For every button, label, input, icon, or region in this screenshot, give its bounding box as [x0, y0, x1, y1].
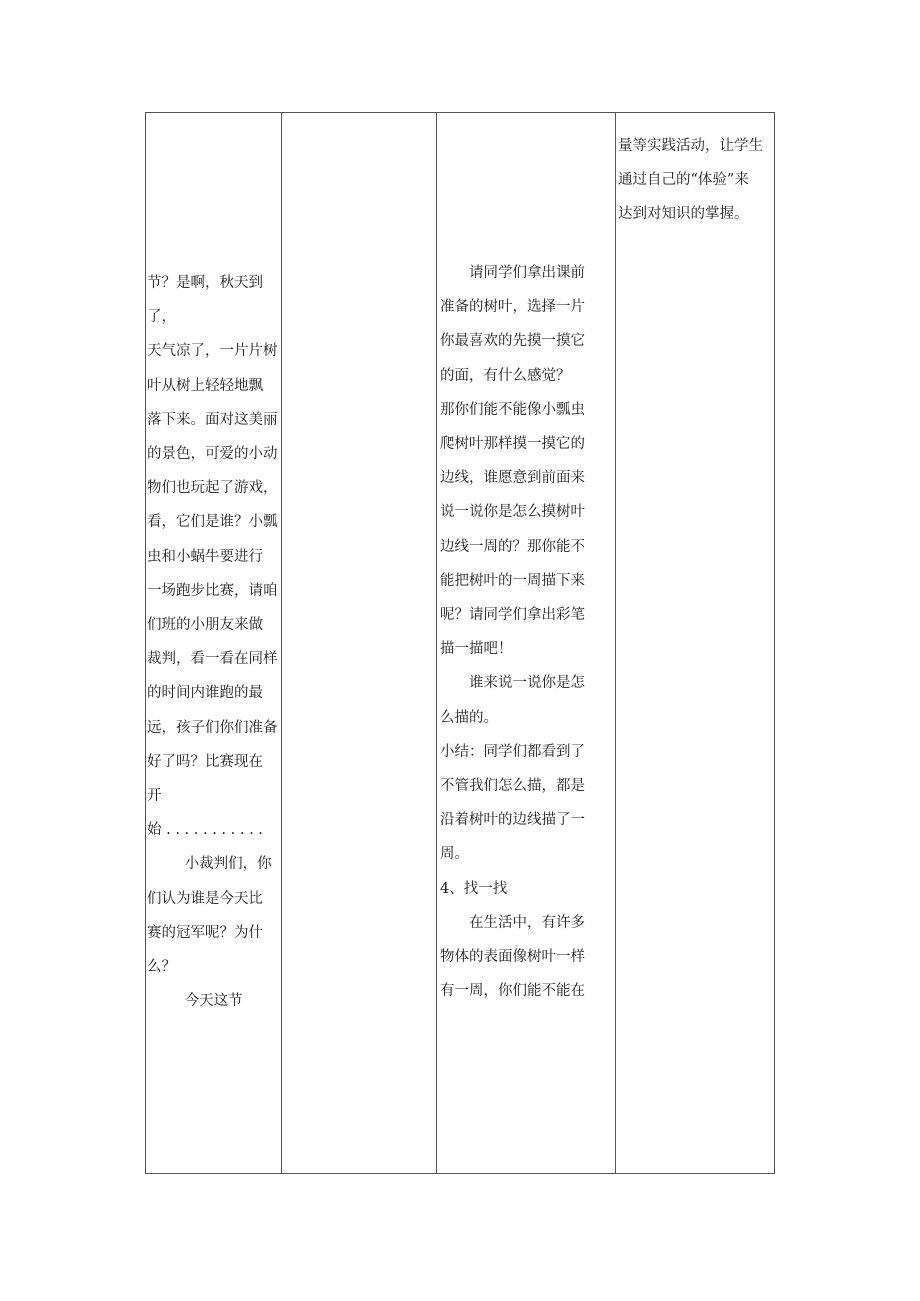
text-line: 周。 [440, 846, 469, 863]
column-divider [436, 113, 437, 1173]
text-line: 叶从树上轻轻地飘 [147, 377, 263, 394]
text-line: 谁来说一说你是怎 [469, 675, 585, 692]
text-line: 的景色，可爱的小动 [147, 446, 278, 463]
text-line: 边线一周的？那你能不 [440, 538, 585, 555]
text-line: 那你们能不能像小瓢虫 [440, 401, 585, 418]
column-divider [615, 113, 616, 1173]
table-cell-col3 [438, 256, 615, 1008]
text-line: 小结：同学们都看到了 [440, 743, 585, 760]
text-line: 边线，谁愿意到前面来 [440, 470, 585, 487]
text-line: 远，孩子们你们准备 [147, 719, 278, 736]
text-line: 虫和小蜗牛要进行 [147, 548, 263, 565]
text-line: 赛的冠军呢？为什 [147, 924, 263, 941]
text-line: 物体的表面像树叶一样 [440, 949, 585, 966]
text-line: 的面，有什么感觉？ [440, 367, 571, 384]
text-line: 开 [147, 788, 162, 805]
text-line: 今天这节 [184, 993, 243, 1010]
text-line: 爬树叶那样摸一摸它的 [440, 436, 585, 453]
text-line: 量等实践活动，让学生 [618, 138, 763, 154]
text-line: 始 . . . . . . . . . . . [147, 822, 263, 839]
text-line: 裁判，看一看在同样 [147, 651, 278, 668]
text-line: 看，它们是谁？小瓢 [147, 514, 278, 531]
text-line: 节？是啊，秋天到了， [147, 275, 263, 326]
text-line: 你最喜欢的先摸一摸它 [440, 333, 585, 350]
text-line: 准备的树叶，选择一片 [440, 299, 585, 316]
text-line: 通过自己的“体验”来 [618, 172, 749, 189]
text-line: 物们也玩起了游戏， [147, 480, 278, 497]
table-cell-col2 [282, 113, 436, 1173]
text-line: 不管我们怎么描，都是 [440, 778, 585, 795]
text-line: 么描的。 [440, 709, 498, 726]
text-line: 在生活中，有许多 [469, 914, 585, 931]
text-line: 么？ [147, 959, 176, 976]
text-line: 有一周，你们能不能在 [440, 983, 585, 1000]
text-line: 达到对知识的掌握。 [618, 206, 749, 223]
text-line: 们认为谁是今天比 [147, 890, 263, 907]
text-line: 呢？请同学们拿出彩笔 [440, 607, 585, 624]
text-line: 落下来。面对这美丽 [147, 411, 278, 428]
text-line: 们班的小朋友来做 [147, 617, 263, 634]
table-cell-col4 [617, 129, 776, 232]
text-line: 说一说你是怎么摸树叶 [440, 504, 585, 521]
text-line: 能把树叶的一周描下来 [440, 572, 585, 589]
text-line: 天气凉了，一片片树 [147, 343, 278, 360]
section-heading: 4、找一找 [440, 880, 508, 897]
table-cell-col1 [146, 266, 281, 1018]
text-line: 请同学们拿出课前 [469, 265, 585, 281]
text-line: 描一描吧！ [440, 641, 513, 658]
text-line: 小裁判们，你 [184, 856, 272, 873]
text-line: 沿着树叶的边线描了一 [440, 812, 585, 829]
text-line: 好了吗？比赛现在 [147, 753, 263, 770]
text-line: 一场跑步比赛，请咱 [147, 582, 278, 599]
text-line: 的时间内谁跑的最 [147, 685, 263, 702]
lesson-table [145, 112, 775, 1174]
